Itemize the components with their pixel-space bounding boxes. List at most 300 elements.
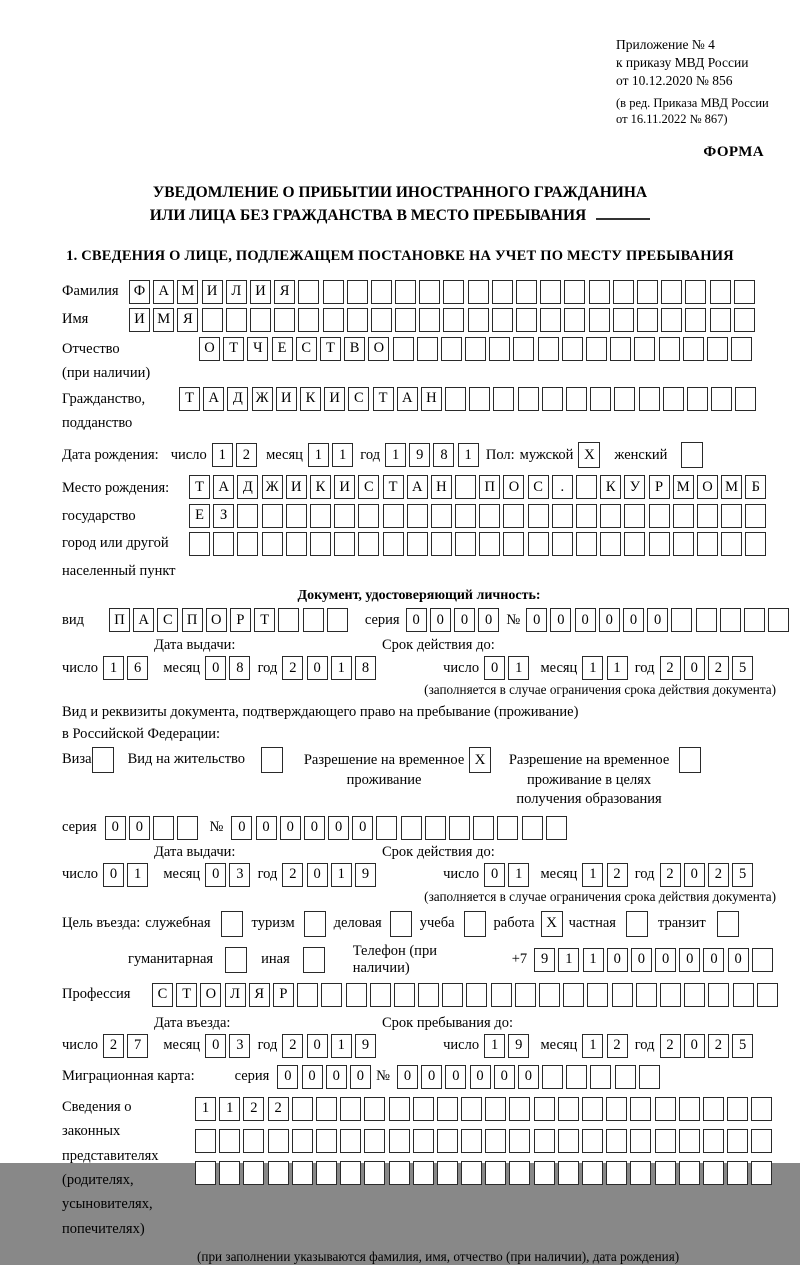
- char-cell[interactable]: 1: [332, 443, 353, 467]
- char-cell[interactable]: [600, 532, 621, 556]
- char-cell[interactable]: 0: [728, 948, 749, 972]
- given-name-cells[interactable]: [129, 308, 758, 332]
- char-cell[interactable]: 0: [350, 1065, 371, 1089]
- char-cell[interactable]: 0: [277, 1065, 298, 1089]
- char-cell[interactable]: [473, 816, 494, 840]
- char-cell[interactable]: [673, 504, 694, 528]
- birthplace-cells-1[interactable]: [189, 475, 770, 499]
- char-cell[interactable]: 0: [397, 1065, 418, 1089]
- char-cell[interactable]: 9: [409, 443, 430, 467]
- char-cell[interactable]: [697, 504, 718, 528]
- char-cell[interactable]: [316, 1097, 337, 1121]
- char-cell[interactable]: [298, 280, 319, 304]
- char-cell[interactable]: 2: [708, 656, 729, 680]
- char-cell[interactable]: С: [152, 983, 173, 1007]
- char-cell[interactable]: [250, 308, 271, 332]
- char-cell[interactable]: [679, 1161, 700, 1185]
- char-cell[interactable]: И: [129, 308, 150, 332]
- stay-day-cells[interactable]: [484, 1034, 532, 1058]
- char-cell[interactable]: [534, 1097, 555, 1121]
- char-cell[interactable]: И: [334, 475, 355, 499]
- char-cell[interactable]: [685, 308, 706, 332]
- char-cell[interactable]: 8: [355, 656, 376, 680]
- birth-year-cells[interactable]: [385, 443, 482, 467]
- char-cell[interactable]: М: [673, 475, 694, 499]
- char-cell[interactable]: 2: [282, 656, 303, 680]
- char-cell[interactable]: 9: [534, 948, 555, 972]
- char-cell[interactable]: [310, 504, 331, 528]
- char-cell[interactable]: Л: [225, 983, 246, 1007]
- char-cell[interactable]: [660, 983, 681, 1007]
- char-cell[interactable]: [576, 532, 597, 556]
- char-cell[interactable]: [413, 1097, 434, 1121]
- char-cell[interactable]: О: [503, 475, 524, 499]
- char-cell[interactable]: 0: [623, 608, 644, 632]
- char-cell[interactable]: [347, 308, 368, 332]
- char-cell[interactable]: О: [206, 608, 227, 632]
- char-cell[interactable]: [465, 337, 486, 361]
- char-cell[interactable]: [346, 983, 367, 1007]
- char-cell[interactable]: [370, 983, 391, 1007]
- char-cell[interactable]: [243, 1161, 264, 1185]
- char-cell[interactable]: [310, 532, 331, 556]
- char-cell[interactable]: [419, 280, 440, 304]
- char-cell[interactable]: 0: [421, 1065, 442, 1089]
- char-cell[interactable]: [491, 983, 512, 1007]
- char-cell[interactable]: [663, 387, 684, 411]
- char-cell[interactable]: [195, 1161, 216, 1185]
- char-cell[interactable]: [286, 504, 307, 528]
- char-cell[interactable]: 9: [508, 1034, 529, 1058]
- char-cell[interactable]: О: [697, 475, 718, 499]
- char-cell[interactable]: 0: [105, 816, 126, 840]
- char-cell[interactable]: 1: [331, 1034, 352, 1058]
- char-cell[interactable]: 1: [458, 443, 479, 467]
- char-cell[interactable]: [492, 280, 513, 304]
- char-cell[interactable]: [327, 608, 348, 632]
- char-cell[interactable]: 0: [129, 816, 150, 840]
- char-cell[interactable]: 1: [308, 443, 329, 467]
- representatives-cells-2[interactable]: [195, 1129, 776, 1153]
- purpose-transit-checkbox[interactable]: [717, 911, 739, 937]
- char-cell[interactable]: Д: [227, 387, 248, 411]
- char-cell[interactable]: [323, 308, 344, 332]
- char-cell[interactable]: 0: [679, 948, 700, 972]
- char-cell[interactable]: 5: [732, 863, 753, 887]
- char-cell[interactable]: [437, 1161, 458, 1185]
- char-cell[interactable]: [340, 1097, 361, 1121]
- char-cell[interactable]: А: [407, 475, 428, 499]
- char-cell[interactable]: 1: [558, 948, 579, 972]
- char-cell[interactable]: 0: [684, 1034, 705, 1058]
- char-cell[interactable]: [661, 280, 682, 304]
- char-cell[interactable]: 1: [219, 1097, 240, 1121]
- char-cell[interactable]: [298, 308, 319, 332]
- char-cell[interactable]: [659, 337, 680, 361]
- char-cell[interactable]: 2: [607, 863, 628, 887]
- char-cell[interactable]: [624, 504, 645, 528]
- char-cell[interactable]: И: [250, 280, 271, 304]
- char-cell[interactable]: Н: [421, 387, 442, 411]
- char-cell[interactable]: [540, 308, 561, 332]
- char-cell[interactable]: [671, 608, 692, 632]
- char-cell[interactable]: [268, 1129, 289, 1153]
- char-cell[interactable]: [552, 532, 573, 556]
- char-cell[interactable]: [262, 532, 283, 556]
- char-cell[interactable]: [634, 337, 655, 361]
- char-cell[interactable]: [703, 1129, 724, 1153]
- char-cell[interactable]: Ф: [129, 280, 150, 304]
- char-cell[interactable]: [566, 387, 587, 411]
- char-cell[interactable]: 2: [236, 443, 257, 467]
- char-cell[interactable]: [590, 387, 611, 411]
- char-cell[interactable]: [727, 1161, 748, 1185]
- char-cell[interactable]: [734, 308, 755, 332]
- char-cell[interactable]: [445, 387, 466, 411]
- char-cell[interactable]: Л: [226, 280, 247, 304]
- char-cell[interactable]: 3: [229, 863, 250, 887]
- char-cell[interactable]: 0: [703, 948, 724, 972]
- char-cell[interactable]: [513, 337, 534, 361]
- char-cell[interactable]: 1: [583, 948, 604, 972]
- sex-female-checkbox[interactable]: [681, 442, 703, 468]
- char-cell[interactable]: И: [286, 475, 307, 499]
- char-cell[interactable]: У: [624, 475, 645, 499]
- char-cell[interactable]: 0: [599, 608, 620, 632]
- char-cell[interactable]: 3: [229, 1034, 250, 1058]
- char-cell[interactable]: [582, 1161, 603, 1185]
- char-cell[interactable]: [389, 1161, 410, 1185]
- char-cell[interactable]: Е: [189, 504, 210, 528]
- char-cell[interactable]: [485, 1097, 506, 1121]
- char-cell[interactable]: И: [324, 387, 345, 411]
- char-cell[interactable]: [582, 1129, 603, 1153]
- char-cell[interactable]: [564, 308, 585, 332]
- char-cell[interactable]: [479, 504, 500, 528]
- char-cell[interactable]: В: [344, 337, 365, 361]
- char-cell[interactable]: 2: [282, 1034, 303, 1058]
- char-cell[interactable]: [425, 816, 446, 840]
- char-cell[interactable]: 2: [607, 1034, 628, 1058]
- char-cell[interactable]: [745, 532, 766, 556]
- residence-valid-year-cells[interactable]: [660, 863, 757, 887]
- char-cell[interactable]: [558, 1129, 579, 1153]
- residence-valid-month-cells[interactable]: [582, 863, 630, 887]
- char-cell[interactable]: [509, 1097, 530, 1121]
- char-cell[interactable]: Д: [237, 475, 258, 499]
- char-cell[interactable]: [685, 280, 706, 304]
- char-cell[interactable]: [468, 280, 489, 304]
- phone-cells[interactable]: [534, 948, 776, 972]
- char-cell[interactable]: [734, 280, 755, 304]
- char-cell[interactable]: 2: [708, 863, 729, 887]
- char-cell[interactable]: 0: [430, 608, 451, 632]
- purpose-official-checkbox[interactable]: [221, 911, 243, 937]
- char-cell[interactable]: [636, 983, 657, 1007]
- char-cell[interactable]: [455, 475, 476, 499]
- char-cell[interactable]: [515, 983, 536, 1007]
- char-cell[interactable]: [649, 504, 670, 528]
- char-cell[interactable]: 0: [304, 816, 325, 840]
- char-cell[interactable]: 2: [660, 863, 681, 887]
- sex-male-checkbox[interactable]: X: [578, 442, 600, 468]
- char-cell[interactable]: [708, 983, 729, 1007]
- char-cell[interactable]: [721, 532, 742, 556]
- char-cell[interactable]: 0: [575, 608, 596, 632]
- char-cell[interactable]: 0: [445, 1065, 466, 1089]
- char-cell[interactable]: [303, 608, 324, 632]
- doc-kind-cells[interactable]: [109, 608, 351, 632]
- char-cell[interactable]: [455, 532, 476, 556]
- char-cell[interactable]: [316, 1129, 337, 1153]
- char-cell[interactable]: [443, 280, 464, 304]
- char-cell[interactable]: 0: [454, 608, 475, 632]
- char-cell[interactable]: [590, 1065, 611, 1089]
- char-cell[interactable]: [292, 1129, 313, 1153]
- citizenship-cells[interactable]: [179, 387, 760, 411]
- char-cell[interactable]: К: [600, 475, 621, 499]
- char-cell[interactable]: [479, 532, 500, 556]
- char-cell[interactable]: [389, 1097, 410, 1121]
- char-cell[interactable]: [292, 1161, 313, 1185]
- char-cell[interactable]: 0: [478, 608, 499, 632]
- char-cell[interactable]: [418, 983, 439, 1007]
- char-cell[interactable]: 0: [302, 1065, 323, 1089]
- char-cell[interactable]: [576, 504, 597, 528]
- purpose-study-checkbox[interactable]: [464, 911, 486, 937]
- residence-permit-checkbox[interactable]: [261, 747, 283, 773]
- char-cell[interactable]: [564, 280, 585, 304]
- char-cell[interactable]: 0: [684, 656, 705, 680]
- char-cell[interactable]: [358, 504, 379, 528]
- char-cell[interactable]: А: [213, 475, 234, 499]
- char-cell[interactable]: [576, 475, 597, 499]
- migration-number-cells[interactable]: [397, 1065, 663, 1089]
- char-cell[interactable]: П: [479, 475, 500, 499]
- char-cell[interactable]: 1: [582, 656, 603, 680]
- char-cell[interactable]: З: [213, 504, 234, 528]
- char-cell[interactable]: 0: [484, 863, 505, 887]
- char-cell[interactable]: [468, 308, 489, 332]
- char-cell[interactable]: [509, 1161, 530, 1185]
- char-cell[interactable]: Я: [274, 280, 295, 304]
- char-cell[interactable]: [485, 1129, 506, 1153]
- char-cell[interactable]: 0: [550, 608, 571, 632]
- char-cell[interactable]: [437, 1097, 458, 1121]
- char-cell[interactable]: [441, 337, 462, 361]
- char-cell[interactable]: [697, 532, 718, 556]
- char-cell[interactable]: [516, 308, 537, 332]
- purpose-other-checkbox[interactable]: [303, 947, 325, 973]
- char-cell[interactable]: [213, 532, 234, 556]
- char-cell[interactable]: [563, 983, 584, 1007]
- char-cell[interactable]: [703, 1161, 724, 1185]
- char-cell[interactable]: [649, 532, 670, 556]
- char-cell[interactable]: 2: [282, 863, 303, 887]
- char-cell[interactable]: [735, 387, 756, 411]
- char-cell[interactable]: [710, 308, 731, 332]
- doc-issue-month-cells[interactable]: [205, 656, 253, 680]
- char-cell[interactable]: Ж: [252, 387, 273, 411]
- char-cell[interactable]: [334, 504, 355, 528]
- char-cell[interactable]: 1: [331, 863, 352, 887]
- char-cell[interactable]: 1: [508, 656, 529, 680]
- char-cell[interactable]: [383, 532, 404, 556]
- purpose-private-checkbox[interactable]: [626, 911, 648, 937]
- char-cell[interactable]: [316, 1161, 337, 1185]
- char-cell[interactable]: [389, 1129, 410, 1153]
- surname-cells[interactable]: [129, 280, 758, 304]
- char-cell[interactable]: А: [133, 608, 154, 632]
- char-cell[interactable]: 0: [328, 816, 349, 840]
- char-cell[interactable]: [243, 1129, 264, 1153]
- char-cell[interactable]: [751, 1097, 772, 1121]
- char-cell[interactable]: [745, 504, 766, 528]
- char-cell[interactable]: 9: [355, 863, 376, 887]
- char-cell[interactable]: 5: [732, 656, 753, 680]
- char-cell[interactable]: А: [153, 280, 174, 304]
- char-cell[interactable]: 0: [307, 863, 328, 887]
- char-cell[interactable]: 0: [494, 1065, 515, 1089]
- char-cell[interactable]: [371, 280, 392, 304]
- char-cell[interactable]: Т: [176, 983, 197, 1007]
- char-cell[interactable]: [630, 1129, 651, 1153]
- migration-series-cells[interactable]: [277, 1065, 374, 1089]
- residence-series-cells[interactable]: [105, 816, 202, 840]
- representatives-cells-3[interactable]: [195, 1161, 776, 1185]
- char-cell[interactable]: 9: [355, 1034, 376, 1058]
- residence-number-cells[interactable]: [231, 816, 570, 840]
- char-cell[interactable]: [503, 532, 524, 556]
- char-cell[interactable]: [455, 504, 476, 528]
- char-cell[interactable]: [589, 308, 610, 332]
- char-cell[interactable]: [153, 816, 174, 840]
- char-cell[interactable]: Т: [320, 337, 341, 361]
- char-cell[interactable]: [721, 504, 742, 528]
- char-cell[interactable]: 8: [433, 443, 454, 467]
- char-cell[interactable]: Р: [273, 983, 294, 1007]
- char-cell[interactable]: 5: [732, 1034, 753, 1058]
- char-cell[interactable]: [614, 387, 635, 411]
- char-cell[interactable]: [606, 1161, 627, 1185]
- visa-checkbox[interactable]: [92, 747, 114, 773]
- char-cell[interactable]: [364, 1097, 385, 1121]
- char-cell[interactable]: Т: [189, 475, 210, 499]
- char-cell[interactable]: [177, 816, 198, 840]
- char-cell[interactable]: [637, 280, 658, 304]
- char-cell[interactable]: [219, 1161, 240, 1185]
- char-cell[interactable]: [219, 1129, 240, 1153]
- char-cell[interactable]: 0: [518, 1065, 539, 1089]
- char-cell[interactable]: 2: [660, 656, 681, 680]
- char-cell[interactable]: 2: [243, 1097, 264, 1121]
- stay-year-cells[interactable]: [660, 1034, 757, 1058]
- char-cell[interactable]: .: [552, 475, 573, 499]
- char-cell[interactable]: [606, 1097, 627, 1121]
- char-cell[interactable]: 0: [307, 1034, 328, 1058]
- char-cell[interactable]: Т: [383, 475, 404, 499]
- char-cell[interactable]: [449, 816, 470, 840]
- profession-cells[interactable]: [152, 983, 781, 1007]
- char-cell[interactable]: Т: [179, 387, 200, 411]
- char-cell[interactable]: 0: [684, 863, 705, 887]
- char-cell[interactable]: С: [296, 337, 317, 361]
- char-cell[interactable]: 6: [127, 656, 148, 680]
- char-cell[interactable]: [613, 280, 634, 304]
- char-cell[interactable]: [612, 983, 633, 1007]
- patronymic-cells[interactable]: [199, 337, 755, 361]
- char-cell[interactable]: [237, 504, 258, 528]
- char-cell[interactable]: К: [310, 475, 331, 499]
- char-cell[interactable]: [292, 1097, 313, 1121]
- char-cell[interactable]: Т: [254, 608, 275, 632]
- char-cell[interactable]: [655, 1097, 676, 1121]
- char-cell[interactable]: 0: [326, 1065, 347, 1089]
- char-cell[interactable]: [720, 608, 741, 632]
- char-cell[interactable]: М: [721, 475, 742, 499]
- char-cell[interactable]: [492, 308, 513, 332]
- char-cell[interactable]: 0: [205, 863, 226, 887]
- char-cell[interactable]: 1: [385, 443, 406, 467]
- char-cell[interactable]: [262, 504, 283, 528]
- char-cell[interactable]: О: [200, 983, 221, 1007]
- char-cell[interactable]: [376, 816, 397, 840]
- char-cell[interactable]: [710, 280, 731, 304]
- char-cell[interactable]: [518, 387, 539, 411]
- char-cell[interactable]: 1: [508, 863, 529, 887]
- char-cell[interactable]: 0: [647, 608, 668, 632]
- char-cell[interactable]: [542, 387, 563, 411]
- char-cell[interactable]: [489, 337, 510, 361]
- birthplace-cells-3[interactable]: [189, 532, 770, 556]
- char-cell[interactable]: [394, 983, 415, 1007]
- char-cell[interactable]: [679, 1129, 700, 1153]
- char-cell[interactable]: Я: [249, 983, 270, 1007]
- char-cell[interactable]: 0: [470, 1065, 491, 1089]
- char-cell[interactable]: [431, 504, 452, 528]
- char-cell[interactable]: [613, 308, 634, 332]
- char-cell[interactable]: [493, 387, 514, 411]
- char-cell[interactable]: Б: [745, 475, 766, 499]
- char-cell[interactable]: [383, 504, 404, 528]
- residence-issue-year-cells[interactable]: [282, 863, 379, 887]
- char-cell[interactable]: [334, 532, 355, 556]
- residence-issue-day-cells[interactable]: [103, 863, 151, 887]
- entry-month-cells[interactable]: [205, 1034, 253, 1058]
- char-cell[interactable]: [393, 337, 414, 361]
- char-cell[interactable]: 1: [582, 863, 603, 887]
- char-cell[interactable]: 0: [205, 1034, 226, 1058]
- char-cell[interactable]: С: [358, 475, 379, 499]
- char-cell[interactable]: [538, 337, 559, 361]
- char-cell[interactable]: [461, 1129, 482, 1153]
- doc-series-cells[interactable]: [406, 608, 503, 632]
- char-cell[interactable]: [461, 1097, 482, 1121]
- char-cell[interactable]: [395, 280, 416, 304]
- char-cell[interactable]: [395, 308, 416, 332]
- char-cell[interactable]: [534, 1161, 555, 1185]
- char-cell[interactable]: 0: [406, 608, 427, 632]
- char-cell[interactable]: [655, 1161, 676, 1185]
- char-cell[interactable]: 0: [280, 816, 301, 840]
- char-cell[interactable]: [683, 337, 704, 361]
- char-cell[interactable]: [509, 1129, 530, 1153]
- char-cell[interactable]: [443, 308, 464, 332]
- char-cell[interactable]: [751, 1161, 772, 1185]
- entry-year-cells[interactable]: [282, 1034, 379, 1058]
- char-cell[interactable]: [655, 1129, 676, 1153]
- char-cell[interactable]: 2: [103, 1034, 124, 1058]
